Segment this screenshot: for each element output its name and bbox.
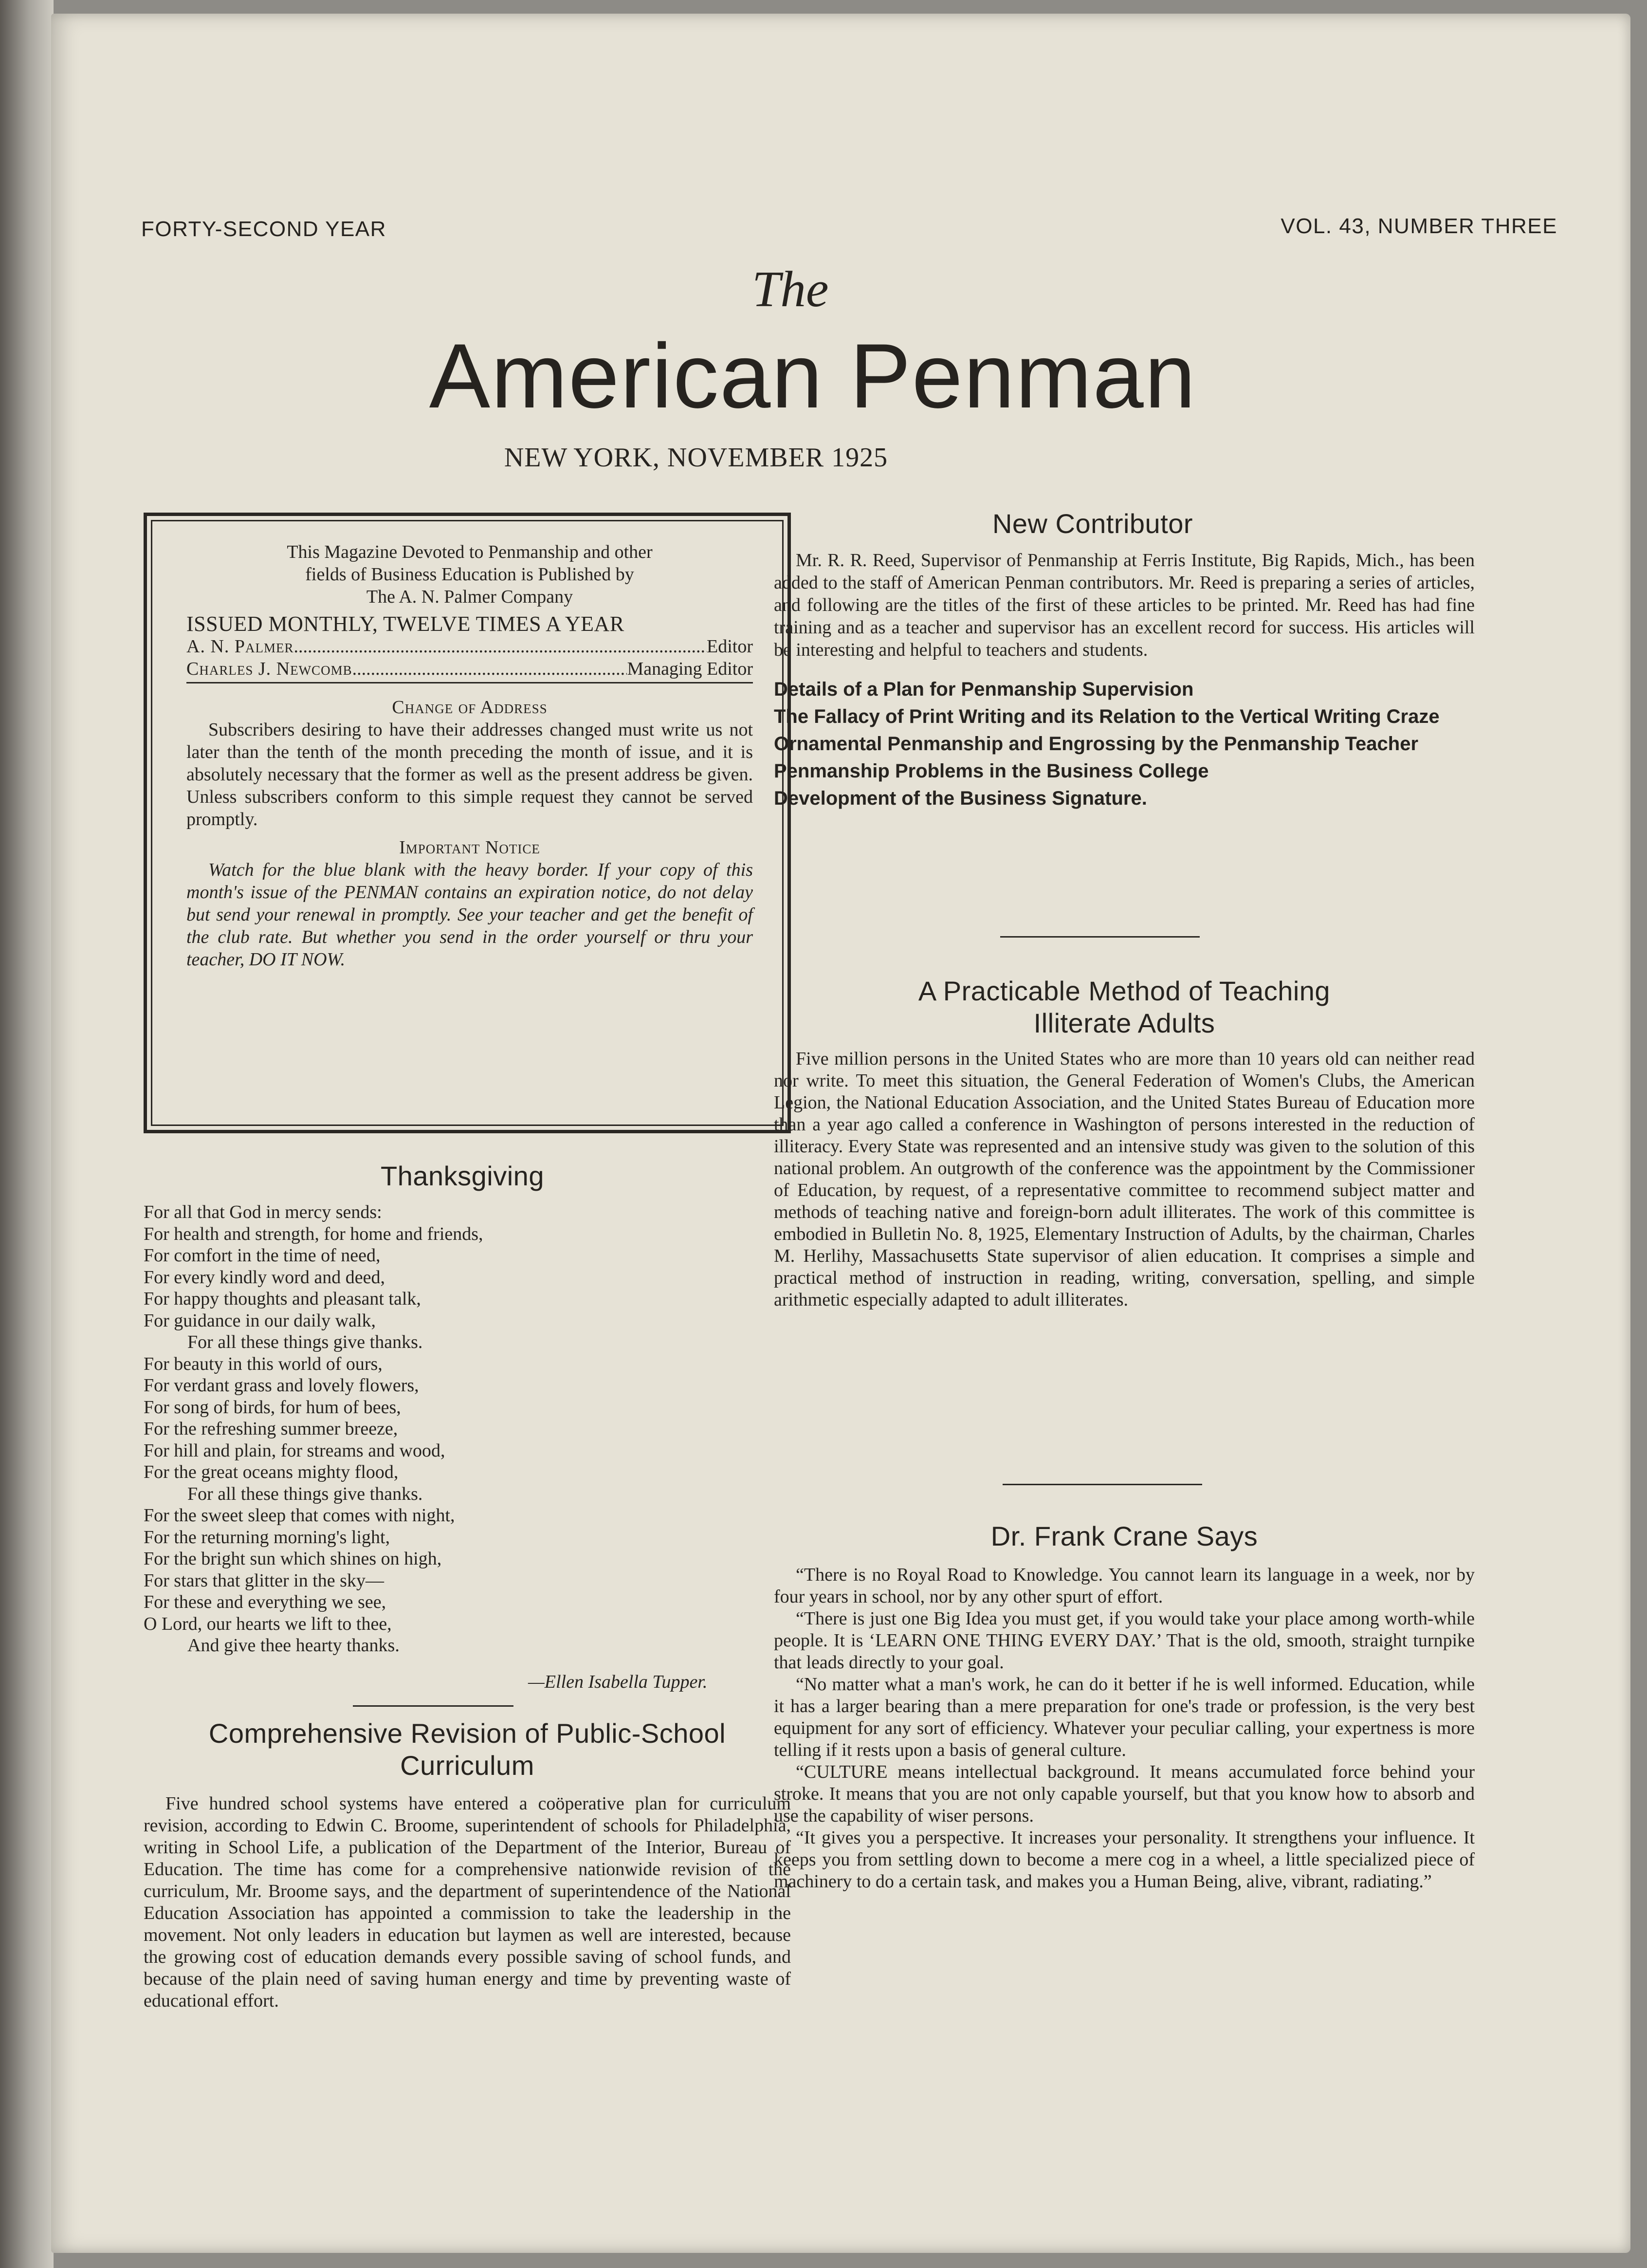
masthead-title: [51, 325, 1574, 427]
managing-editor-name: Charles J. Newcomb: [186, 659, 352, 679]
curriculum-title-line-1: Comprehensive Revision of Public-School: [208, 1718, 726, 1749]
crane-article: [774, 1564, 1475, 1893]
section-divider: [1003, 1484, 1202, 1485]
publisher-box: [144, 513, 791, 1133]
poem-attribution: —Ellen Isabella Tupper.: [528, 1672, 708, 1692]
year-label: FORTY-SECOND YEAR: [141, 217, 386, 241]
curriculum-title-line-2: Curriculum: [400, 1750, 534, 1781]
editor-role: Editor: [707, 636, 753, 657]
poem-line: For the refreshing summer breeze,: [144, 1419, 398, 1439]
crane-paragraph: “No matter what a man's work, he can do it better if he is well informed. Education, while it has a larger bearing than a mere preparation for one's trade or profession, is the very best equipment for any sort of efficiency. Whatever your peculiar calling, your expertness is more telling if it rests upon a basis of general culture.: [774, 1674, 1475, 1760]
crane-paragraph: “It gives you a perspective. It increases your personality. It strengthens your influence. It keeps you from settling down to become a mere cog in a wheel, a little specialized piece of machinery to do a certain task, and makes you a Human Being, alive, vibrant, radiating.”: [774, 1827, 1475, 1892]
important-notice-heading: Important Notice: [399, 837, 540, 858]
binding-spine: [0, 0, 54, 2268]
adults-title: [774, 975, 1475, 1039]
editor-name: A. N. Palmer: [186, 636, 294, 657]
poem-line: For happy thoughts and pleasant talk,: [144, 1289, 421, 1309]
poem-line: For hill and plain, for streams and wood,: [144, 1440, 445, 1461]
curriculum-title: [144, 1717, 791, 1782]
change-address-text: Subscribers desiring to have their addresses changed must write us not later than the tenth of the month preceding the month of issue, and it is absolutely necessary that the former as well as the present address be given. Unless subscribers conform to this simple request they cannot be served promptly.: [186, 719, 753, 830]
box-intro-1: This Magazine Devoted to Penmanship and other: [287, 542, 653, 562]
dateline-text: NEW YORK, NOVEMBER 1925: [504, 443, 888, 473]
section-divider: [1000, 936, 1200, 938]
poem-line: For beauty in this world of ours,: [144, 1353, 383, 1374]
poem-line: For verdant grass and lovely flowers,: [144, 1375, 419, 1396]
section-divider: [353, 1705, 513, 1707]
poem-line: For all these things give thanks.: [187, 1332, 423, 1352]
editor-line: [186, 635, 753, 658]
poem-line: And give thee hearty thanks.: [187, 1635, 400, 1656]
thanksgiving-poem: [144, 1201, 791, 1657]
dateline: [51, 442, 1574, 473]
poem-line: For these and everything we see,: [144, 1592, 386, 1612]
managing-editor-dots: [352, 658, 627, 680]
contributor-article-title: Penmanship Problems in the Business College: [774, 760, 1209, 782]
adults-title-line-2: Illiterate Adults: [1033, 1008, 1215, 1038]
contributor-text: Mr. R. R. Reed, Supervisor of Penmanship at Ferris Institute, Big Rapids, Mich., has been added to the staff of American Penman contributors. Mr. Reed is preparing a series of articles, and following are the titles of the first of these articles to be printed. Mr. Reed has had fine training and as a teacher and supervisor has an excellent record for success. His articles will be interesting and helpful to teachers and students.: [774, 550, 1475, 660]
crane-paragraph: “There is just one Big Idea you must get, if you would take your place among worth-while people. It is ‘LEARN ONE THING EVERY DAY.’ That is the old, smooth, straight turnpike that leads directly to your goal.: [774, 1608, 1475, 1673]
poem-line: For health and strength, for home and friends,: [144, 1223, 483, 1244]
contributor-article-title: The Fallacy of Print Writing and its Relation to the Vertical Writing Craze: [774, 706, 1440, 727]
poem-line: For comfort in the time of need,: [144, 1245, 381, 1266]
important-notice-text: Watch for the blue blank with the heavy border. If your copy of this month's issue of the PENMAN contains an expiration notice, do not delay but send your renewal in promptly. See your teacher and get the benefit of the club rate. But whether you send in the order yourself or thru your teacher, DO IT NOW.: [186, 860, 753, 970]
poem-line: O Lord, our hearts we lift to thee,: [144, 1613, 392, 1634]
crane-paragraph: “CULTURE means intellectual background. It means accumulated force behind your stroke. It means that you are not only capable yourself, but that you know how to absorb and use the capability of wiser persons.: [774, 1762, 1475, 1826]
crane-paragraph: “There is no Royal Road to Knowledge. You cannot learn its language in a week, nor by four years in school, nor by any other spurt of effort.: [774, 1565, 1475, 1607]
curriculum-article: [144, 1793, 791, 2012]
editor-dots: [294, 635, 707, 658]
contributor-article: [774, 549, 1475, 814]
masthead-the: The: [752, 260, 829, 317]
crane-title: Dr. Frank Crane Says: [990, 1521, 1258, 1551]
poem-line: For all these things give thanks.: [187, 1483, 423, 1504]
curriculum-text: Five hundred school systems have entered a coöperative plan for curriculum revision, according to Edwin C. Broome, superintendent of schools for Philadelphia, writing in School Life, a publication of the Department of the Interior, Bureau of Education. The time has come for a comprehensive nationwide revision of the curriculum, Mr. Broome says, and the department of superintendence of the National Education Association has appointed a commission to take the leadership in the movement. Not only leaders in education but laymen as well are interested, because the growing cost of education demands every possible saving of school funds, and because of the plain need of saving human energy and time by preventing waste of educational effort.: [144, 1793, 791, 2011]
magazine-page: [51, 14, 1630, 2253]
box-intro-3: The A. N. Palmer Company: [366, 587, 573, 607]
masthead-title-text: American Penman: [429, 325, 1197, 427]
poem-line: For the returning morning's light,: [144, 1527, 390, 1548]
poem-line: For the bright sun which shines on high,: [144, 1549, 442, 1569]
box-intro-2: fields of Business Education is Published by: [305, 564, 634, 585]
poem-line: For all that God in mercy sends:: [144, 1202, 382, 1222]
poem-line: For every kindly word and deed,: [144, 1267, 385, 1288]
adults-article: [774, 1048, 1475, 1311]
contributor-article-title: Details of a Plan for Penmanship Supervision: [774, 679, 1194, 700]
poem-line: For song of birds, for hum of bees,: [144, 1397, 401, 1418]
poem-line: For the great oceans mighty flood,: [144, 1462, 399, 1482]
managing-editor-role: Managing Editor: [627, 659, 753, 679]
managing-editor-line: [186, 658, 753, 680]
change-address-heading: Change of Address: [392, 697, 548, 718]
poem-line: For guidance in our daily walk,: [144, 1310, 376, 1331]
contributor-article-list: [774, 678, 1475, 810]
adults-text: Five million persons in the United States who are more than 10 years old can neither read nor write. To meet this situation, the General Federation of Women's Clubs, the American Legion, the National Education Association, and the United States Bureau of Education more than a year ago called a conference in Washington of persons interested in the reduction of illiteracy. Every State was represented and an intensive study was given to the solution of this national problem. An outgrowth of the conference was the appointment by the Commissioner of Education, by request, of a representative committee to recommend subject matter and methods of teaching native and foreign-born adult illiterates. The work of this committee is embodied in Bulletin No. 8, 1925, Elementary Instruction of Adults, by the chairman, Charles M. Herlihy, Massachusetts State supervisor of alien education. It comprises a simple and practical method of instruction in reading, writing, conversation, spelling, and simple arithmetic especially adapted to adult illiterates.: [774, 1049, 1475, 1310]
thanksgiving-title: Thanksgiving: [381, 1161, 544, 1191]
box-issued: ISSUED MONTHLY, TWELVE TIMES A YEAR: [186, 612, 624, 636]
contributor-article-title: Ornamental Penmanship and Engrossing by the Penmanship Teacher: [774, 733, 1419, 755]
contributor-title: New Contributor: [992, 508, 1193, 539]
poem-line: For the sweet sleep that comes with night,: [144, 1505, 455, 1526]
contributor-article-title: Development of the Business Signature.: [774, 788, 1147, 809]
adults-title-line-1: A Practicable Method of Teaching: [918, 976, 1331, 1006]
box-divider: [186, 682, 753, 683]
volume-label: VOL. 43, NUMBER THREE: [1281, 214, 1557, 238]
poem-line: For stars that glitter in the sky—: [144, 1570, 384, 1591]
